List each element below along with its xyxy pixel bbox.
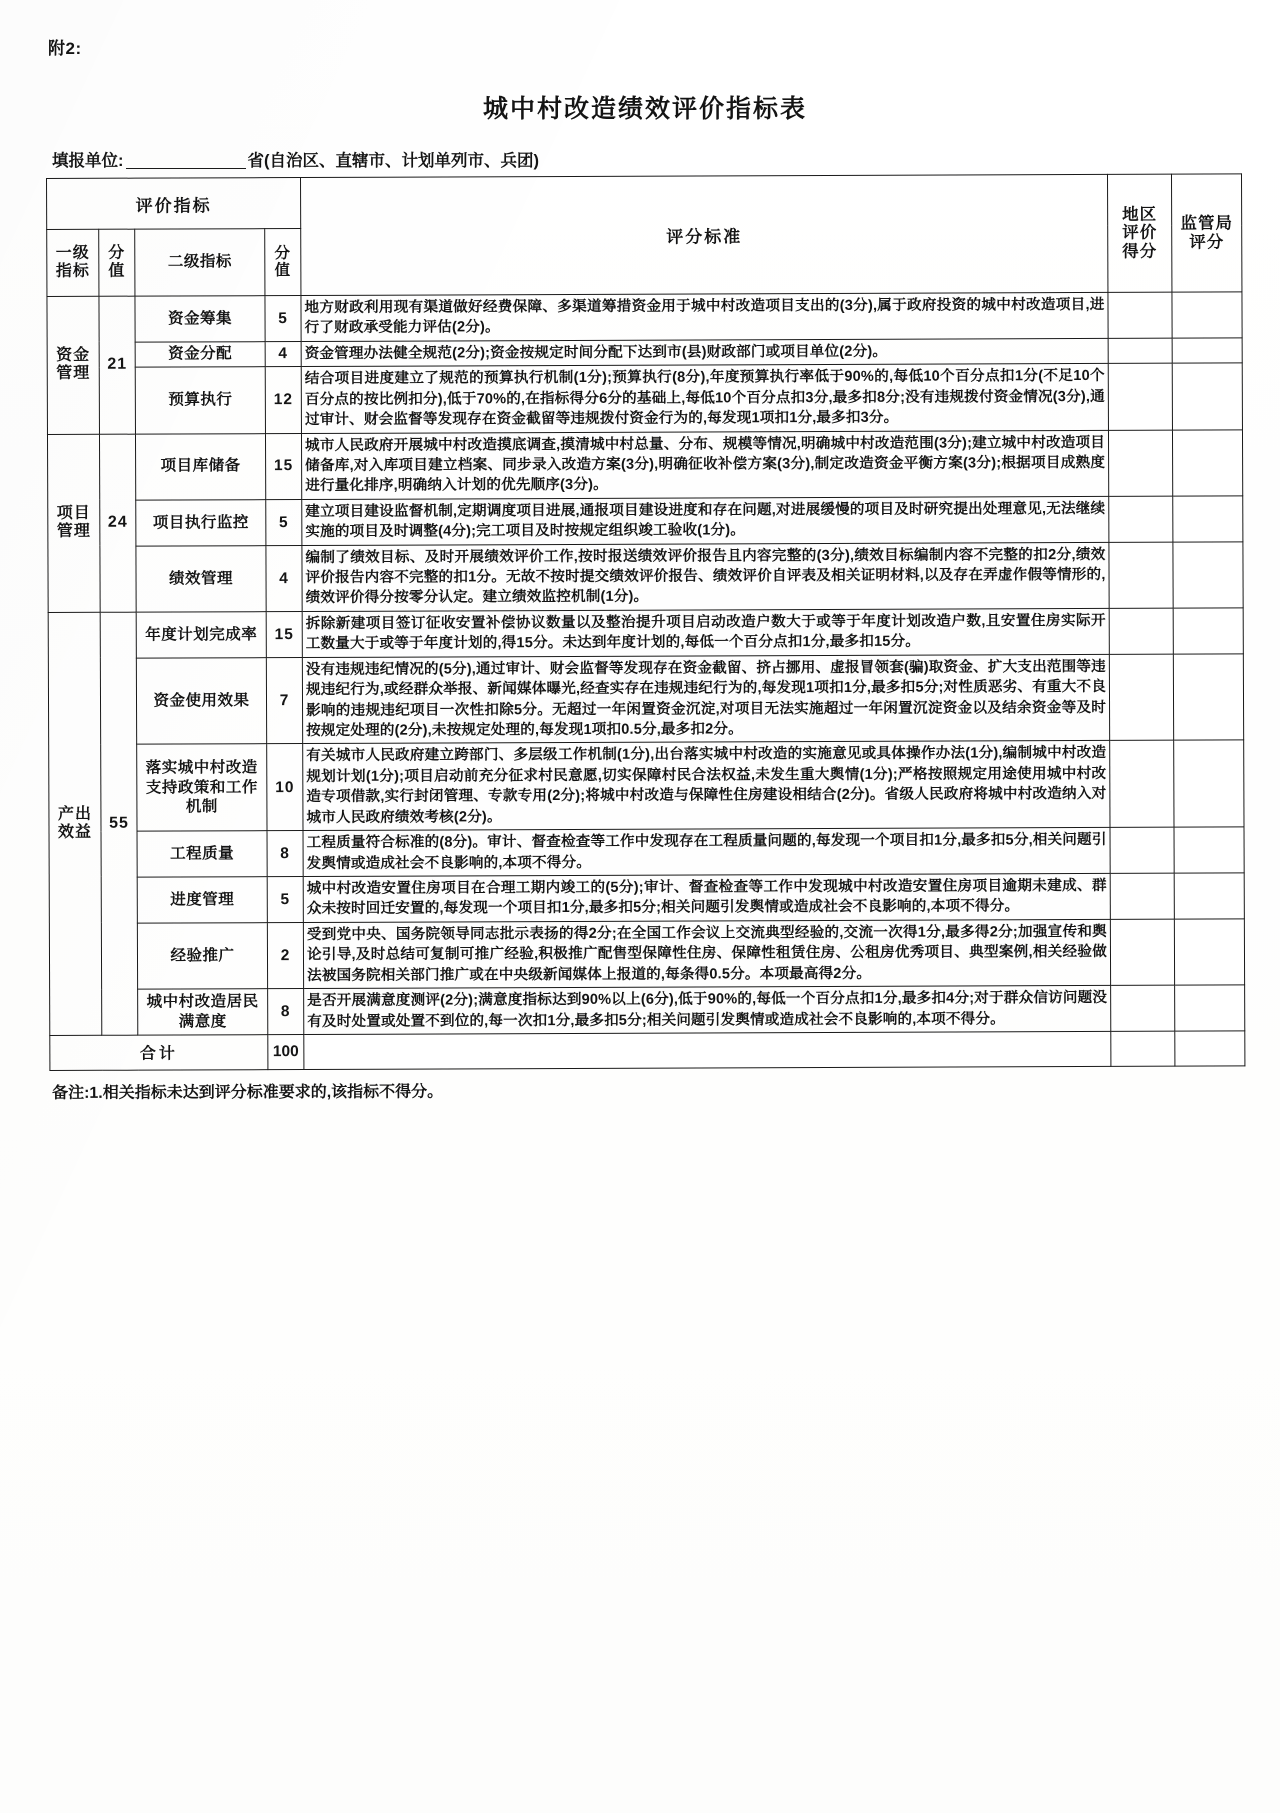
level2-score-cell: 12: [265, 367, 301, 433]
performance-evaluation-table: [46, 173, 1245, 1071]
total-row: [50, 1031, 1245, 1071]
table-row: [50, 985, 1245, 1035]
region-score-cell[interactable]: [1108, 363, 1172, 430]
level2-index-cell: 经验推广: [137, 922, 267, 989]
level2-index-cell: 城中村改造居民满意度: [138, 989, 268, 1035]
bureau-score-cell[interactable]: [1174, 740, 1244, 827]
header-level2-index: 二级指标: [135, 229, 265, 296]
table-row: [49, 740, 1244, 831]
scoring-standard-cell: 没有违规违纪情况的(5分),通过审计、财会监督等发现存在资金截留、挤占挪用、虚报冒领套(骗)取资金、扩大支出范围等违规违纪行为,或经群众举报、新闻媒体曝光,经查实存在违规违纪行为的,每发现1项扣1分,最多扣5分;对性质恶劣、有重大不良影响的违规违纪项目一次性扣除5分。无超过一年闲置资金沉淀,对项目无法实施超过一年闲置沉淀资金以及结余资金等及时按规定处理的(2分),未按规定处理的,每发现1项扣0.5分,最多扣2分。: [302, 654, 1109, 744]
level2-score-cell: 2: [267, 922, 303, 988]
bureau-score-cell[interactable]: [1172, 429, 1242, 496]
scoring-standard-cell: 工程质量符合标准的(8分)。审计、督查检查等工作中发现存在工程质量问题的,每发现一个项目扣1分,最多扣5分,相关问题引发舆情或造成社会不良影响的,本项不得分。: [303, 828, 1110, 877]
level2-score-cell: 5: [265, 296, 301, 342]
scoring-standard-cell: 地方财政利用现有渠道做好经费保障、多渠道筹措资金用于城中村改造项目支出的(3分),属于政府投资的城中村改造项目,进行了财政承受能力评估(2分)。: [301, 292, 1108, 341]
level1-index-cell: 产出 效益: [48, 612, 102, 1035]
level2-index-cell: 资金使用效果: [136, 657, 266, 744]
scoring-standard-cell: 有关城市人民政府建立跨部门、多层级工作机制(1分),出台落实城中村改造的实施意见或具体操作办法(1分),编制城中村改造规划计划(1分);项目启动前充分征求村民意愿,切实保障村民合法权益,未发生重大舆情(1分);严格按照规定用途使用城中村改造专项借款,实行封闭管理、专款专用(2分);将城中村改造与保障性住房建设相结合(2分)。省级人民政府将城中村改造纳入对城市人民政府绩效考核(2分)。: [303, 741, 1110, 831]
level2-index-cell: 落实城中村改造支持政策和工作机制: [137, 744, 267, 831]
level2-score-cell: 15: [266, 611, 302, 657]
bureau-score-cell[interactable]: [1172, 338, 1242, 364]
header-level2-score: 分 值: [265, 229, 301, 296]
level1-score-cell: 24: [99, 434, 136, 613]
bureau-score-cell[interactable]: [1174, 827, 1244, 873]
scoring-standard-cell: 拆除新建项目签订征收安置补偿协议数量以及整治提升项目启动改造户数大于或等于年度计划改造户数,且安置住房实际开工数量大于或等于年度计划的,得15分。未达到年度计划的,每低一个百分点扣1分,最多扣15分。: [302, 608, 1109, 657]
bureau-score-cell[interactable]: [1174, 873, 1244, 919]
table-row: [48, 608, 1243, 658]
bureau-score-cell[interactable]: [1172, 363, 1242, 430]
region-score-cell[interactable]: [1108, 430, 1172, 497]
total-criteria-cell: [304, 1031, 1111, 1069]
level1-index-cell: 项目 管理: [47, 434, 100, 613]
level2-score-cell: 8: [268, 989, 304, 1035]
fill-unit-line: [46, 147, 1244, 171]
level2-index-cell: 工程质量: [137, 831, 267, 877]
scoring-standard-cell: 建立项目建设监督机制,定期调度项目进展,通报项目建设进度和存在问题,对进展缓慢的项目及时研究提出处理意见,无法继续实施的项目及时调整(4分);完工项目及时按规定组织竣工验收(1分)。: [302, 496, 1109, 545]
level2-index-cell: 项目库储备: [135, 433, 265, 500]
bureau-score-cell[interactable]: [1173, 542, 1243, 609]
level2-score-cell: 10: [267, 744, 303, 831]
scoring-standard-cell: 编制了绩效目标、及时开展绩效评价工作,按时报送绩效评价报告且内容完整的(3分),绩效目标编制内容不完整的扣2分,绩效评价报告内容不完整的扣1分。无故不按时提交绩效评价报告、绩效评价自评表及相关证明材料,以及存在弄虚作假等情形的,绩效评价得分按零分认定。建立绩效监控机制(1分)。: [302, 542, 1109, 611]
level1-index-cell: 资金 管理: [47, 296, 100, 434]
total-bureau-score-cell[interactable]: [1175, 1031, 1245, 1066]
level2-index-cell: 资金分配: [135, 342, 265, 368]
level2-index-cell: 项目执行监控: [136, 499, 266, 545]
region-score-cell[interactable]: [1110, 873, 1174, 919]
region-score-cell[interactable]: [1110, 919, 1174, 986]
scoring-standard-cell: 城市人民政府开展城中村改造摸底调查,摸清城中村总量、分布、规模等情况,明确城中村改造范围(3分);建立城中村改造项目储备库,对入库项目建立档案、同步录入改造方案(3分),明确征收补偿方案(3分),制定改造资金平衡方案(3分);根据项目成熟度进行量化排序,明确纳入计划的优先顺序(3分)。: [301, 430, 1108, 499]
scoring-standard-cell: 受到党中央、国务院领导同志批示表扬的得2分;在全国工作会议上交流典型经验的,交流一次得1分,最多得2分;加强宣传和舆论引导,及时总结可复制可推广经验,积极推广配售型保障性住房、保障性租赁住房、公租房优秀项目、典型案例,相关经验做法被国务院相关部门推广或在中央级新闻媒体上报道的,每条得0.5分。本项最高得2分。: [303, 919, 1110, 988]
bureau-score-cell[interactable]: [1173, 654, 1243, 741]
level1-score-cell: 21: [99, 296, 136, 434]
attachment-label: 附2:: [48, 39, 82, 58]
table-row: [48, 542, 1243, 613]
level2-index-cell: 资金筹集: [135, 296, 265, 342]
table-header-row-1: [47, 174, 1242, 230]
table-row: [47, 429, 1242, 500]
level1-score-cell: 55: [100, 612, 138, 1035]
header-region-score: 地区 评价 得分: [1107, 174, 1171, 292]
header-bureau-score: 监管局 评分: [1171, 174, 1241, 292]
level2-index-cell: 预算执行: [135, 367, 265, 434]
fill-unit-prefix: 填报单位:: [52, 152, 124, 170]
region-score-cell[interactable]: [1110, 741, 1174, 828]
bureau-score-cell[interactable]: [1173, 496, 1243, 542]
table-row: [48, 496, 1243, 546]
scoring-standard-cell: 城中村改造安置住房项目在合理工期内竣工的(5分);审计、督查检查等工作中发现城中村改造安置住房项目逾期未建成、群众未按时回迁安置的,每发现一个项目扣1分,最多扣5分;相关问题引发舆情或造成社会不良影响的,本项不得分。: [303, 873, 1110, 922]
level2-index-cell: 年度计划完成率: [136, 612, 266, 658]
table-row: [49, 919, 1244, 990]
bureau-score-cell[interactable]: [1172, 292, 1242, 338]
table-row: [49, 827, 1244, 877]
remark-note: 备注:1.相关指标未达到评分标准要求的,该指标不得分。: [52, 1083, 444, 1102]
region-score-cell[interactable]: [1108, 338, 1172, 364]
level2-score-cell: 15: [265, 433, 301, 499]
total-label-cell: 合计: [50, 1035, 268, 1071]
region-score-cell[interactable]: [1110, 827, 1174, 873]
page-title: 城中村改造绩效评价指标表: [482, 95, 807, 123]
fill-unit-blank[interactable]: [126, 168, 246, 169]
table-row: [47, 292, 1242, 342]
table-row: [47, 363, 1242, 434]
bureau-score-cell[interactable]: [1173, 608, 1243, 654]
header-evaluation-index-group: 评价指标: [47, 178, 301, 230]
header-scoring-standard: 评分标准: [301, 174, 1108, 295]
level2-score-cell: 8: [267, 831, 303, 877]
header-level1-index: 一级 指标: [47, 229, 99, 296]
region-score-cell[interactable]: [1109, 654, 1173, 741]
region-score-cell[interactable]: [1108, 292, 1172, 338]
bureau-score-cell[interactable]: [1175, 985, 1245, 1031]
fill-unit-suffix: 省(自治区、直辖市、计划单列市、兵团): [247, 152, 539, 170]
total-value-cell: 100: [268, 1034, 304, 1069]
level2-index-cell: 进度管理: [137, 877, 267, 923]
header-level1-score: 分 值: [99, 229, 135, 296]
level2-score-cell: 4: [265, 341, 301, 367]
region-score-cell[interactable]: [1109, 608, 1173, 654]
level2-score-cell: 5: [267, 876, 303, 922]
level2-index-cell: 绩效管理: [136, 545, 266, 612]
region-score-cell[interactable]: [1111, 985, 1175, 1031]
table-row: [48, 654, 1243, 745]
region-score-cell[interactable]: [1109, 542, 1173, 609]
level2-score-cell: 7: [266, 657, 302, 744]
total-region-score-cell[interactable]: [1111, 1031, 1175, 1066]
scoring-standard-cell: 结合项目进度建立了规范的预算执行机制(1分);预算执行(8分),年度预算执行率低于90%的,每低10个百分点扣1分(不足10个百分点的按比例扣分),低于70%的,在指标得分6分的基础上,每低10个百分点扣3分,最多扣8分;没有违规拨付资金情况(3分),通过审计、财会监督等发现存在资金截留等违规拨付资金行为的,每发现1项扣1分,最多扣3分。: [301, 364, 1108, 433]
level2-score-cell: 5: [266, 499, 302, 545]
table-body: [47, 174, 1245, 1071]
region-score-cell[interactable]: [1109, 496, 1173, 542]
bureau-score-cell[interactable]: [1174, 919, 1244, 986]
scoring-standard-cell: 是否开展满意度测评(2分);满意度指标达到90%以上(6分),低于90%的,每低一个百分点扣1分,最多扣4分;对于群众信访问题没有及时处置或处置不到位的,每一次扣1分,最多扣5分;相关问题引发舆情或造成社会不良影响的,本项不得分。: [304, 985, 1111, 1034]
scoring-standard-cell: 资金管理办法健全规范(2分);资金按规定时间分配下达到市(县)财政部门或项目单位(2分)。: [301, 338, 1108, 367]
level2-score-cell: 4: [266, 545, 302, 611]
table-row: [49, 873, 1244, 923]
